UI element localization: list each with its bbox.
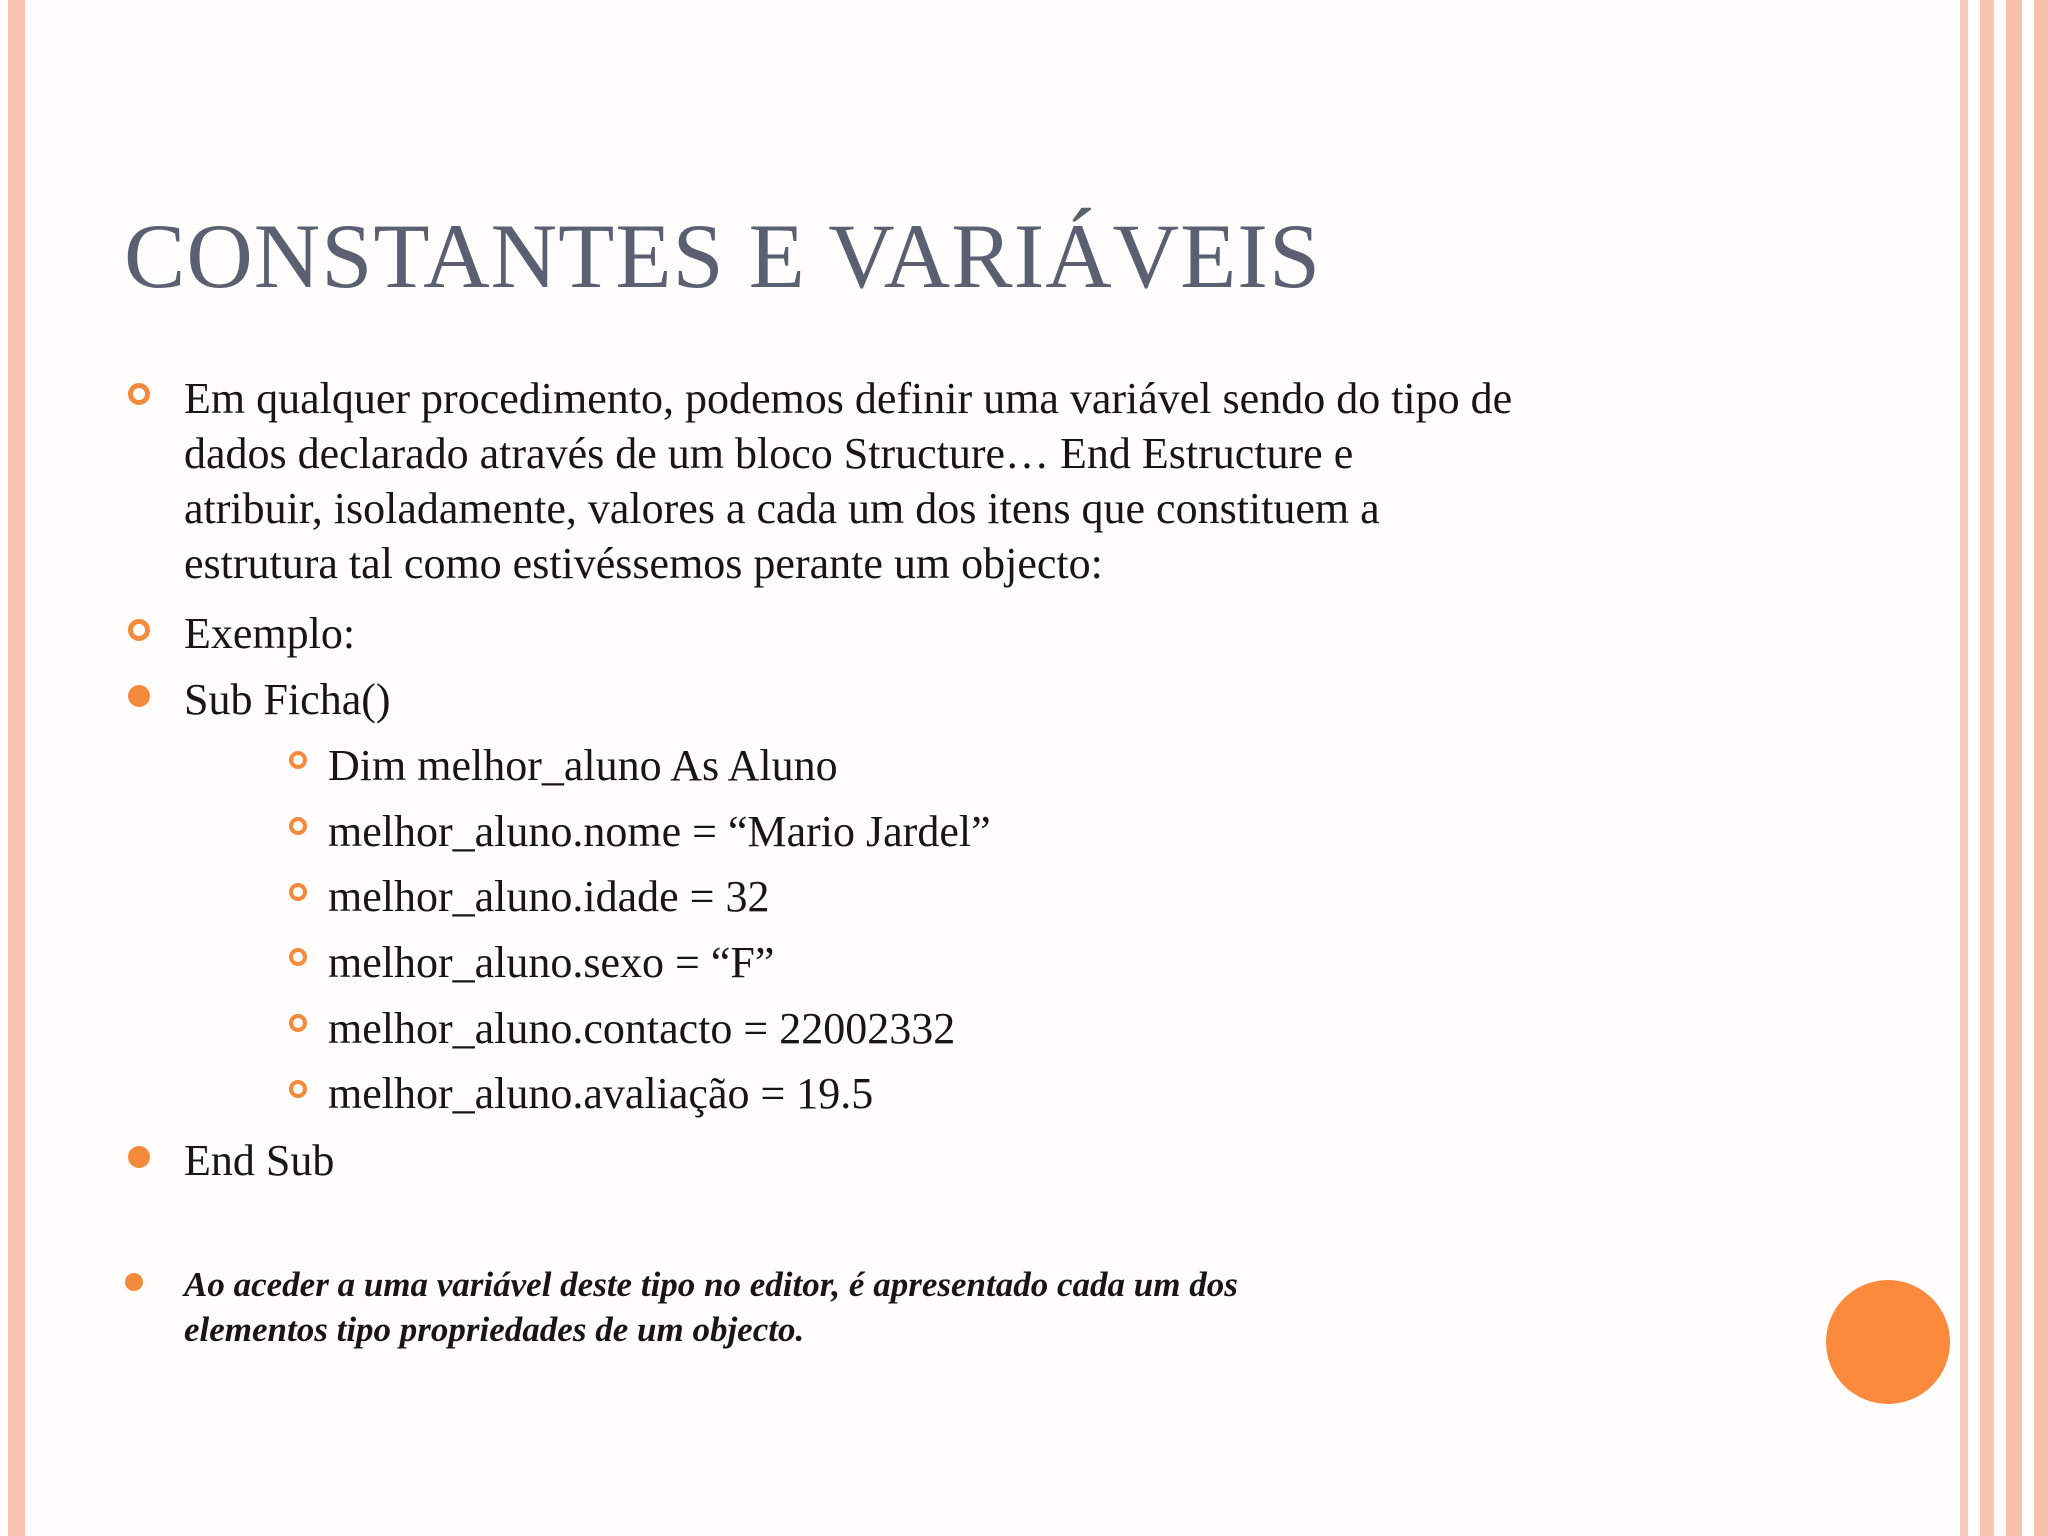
slide-title: CONSTANTES E VARIÁVEIS: [124, 205, 1322, 307]
code-line: melhor_aluno.idade = 32: [328, 872, 770, 921]
ring-bullet-icon: [289, 883, 307, 901]
code-line: melhor_aluno.avaliação = 19.5: [328, 1069, 874, 1118]
ring-bullet-icon: [289, 948, 307, 966]
filled-bullet-icon: [125, 1273, 143, 1291]
editor-note: [184, 1262, 1238, 1352]
paragraph-line: atribuir, isoladamente, valores a cada um dos itens que constituem a: [184, 484, 1380, 533]
ring-bullet-icon: [289, 1014, 307, 1032]
paragraph-line: dados declarado através de um bloco Structure… End Estructure e: [184, 429, 1354, 478]
intro-paragraph: [184, 371, 1512, 591]
ring-bullet-icon: [128, 619, 150, 641]
filled-bullet-icon: [128, 1146, 150, 1168]
right-decorative-stripe: [2006, 0, 2022, 1536]
example-label: Exemplo:: [184, 609, 356, 658]
sub-start-line: Sub Ficha(): [184, 675, 391, 724]
ring-bullet-icon: [289, 751, 307, 769]
code-line: melhor_aluno.contacto = 22002332: [328, 1004, 956, 1053]
code-line: melhor_aluno.sexo = “F”: [328, 938, 775, 987]
ring-bullet-icon: [289, 817, 307, 835]
note-line: elementos tipo propriedades de um objecto.: [184, 1310, 805, 1349]
code-line: melhor_aluno.nome = “Mario Jardel”: [328, 807, 991, 856]
sub-end-line: End Sub: [184, 1136, 335, 1185]
paragraph-line: Em qualquer procedimento, podemos definir uma variável sendo do tipo de: [184, 374, 1513, 423]
filled-bullet-icon: [128, 685, 150, 707]
right-decorative-stripe: [1980, 0, 1994, 1536]
right-decorative-stripe: [2034, 0, 2048, 1536]
left-decorative-stripe: [8, 0, 25, 1536]
orange-circle-icon: [1826, 1280, 1950, 1404]
paragraph-line: estrutura tal como estivéssemos perante um objecto:: [184, 539, 1103, 588]
ring-bullet-icon: [289, 1080, 307, 1098]
note-line: Ao aceder a uma variável deste tipo no editor, é apresentado cada um dos: [184, 1265, 1238, 1304]
code-line: Dim melhor_aluno As Aluno: [328, 741, 838, 790]
ring-bullet-icon: [128, 383, 150, 405]
right-decorative-stripe: [1960, 0, 1968, 1536]
